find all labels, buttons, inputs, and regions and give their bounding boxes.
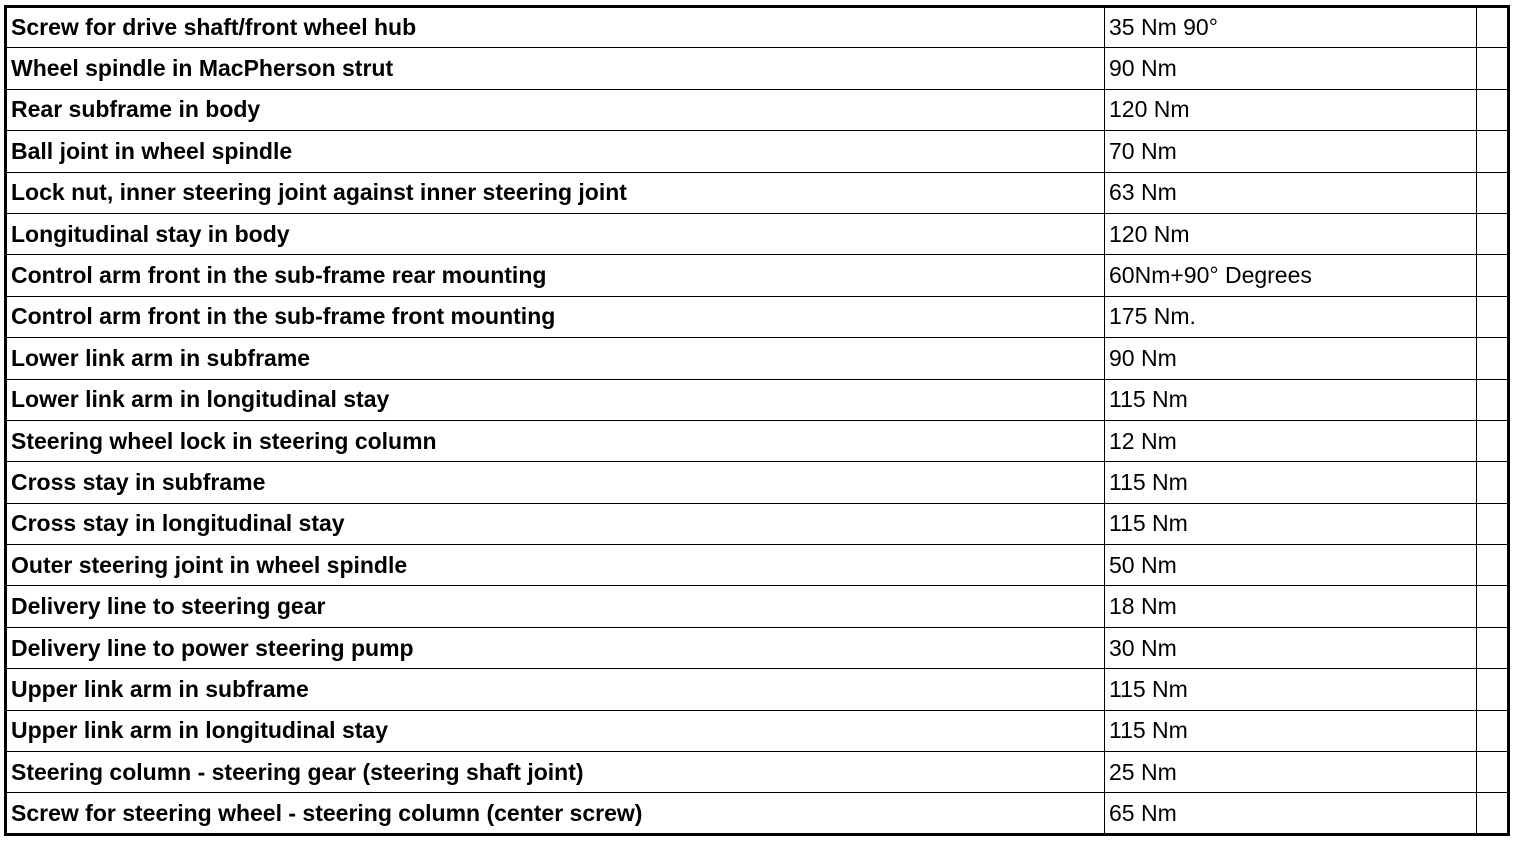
empty-cell	[1477, 793, 1509, 834]
torque-table-body	[6, 7, 1509, 835]
part-description-cell: Wheel spindle in MacPherson strut	[6, 48, 1105, 89]
empty-cell	[1477, 752, 1509, 793]
table-row	[6, 545, 1509, 586]
torque-value-cell: 63 Nm	[1105, 172, 1477, 213]
empty-cell	[1477, 7, 1509, 48]
torque-value-cell: 90 Nm	[1105, 338, 1477, 379]
table-row	[6, 627, 1509, 668]
part-description-cell: Steering column - steering gear (steering shaft joint)	[6, 752, 1105, 793]
table-row	[6, 752, 1509, 793]
part-description-cell: Cross stay in subframe	[6, 462, 1105, 503]
empty-cell	[1477, 545, 1509, 586]
table-row	[6, 48, 1509, 89]
torque-value-cell: 120 Nm	[1105, 213, 1477, 254]
table-row	[6, 213, 1509, 254]
empty-cell	[1477, 131, 1509, 172]
torque-specification-table	[4, 5, 1510, 836]
part-description-cell: Lock nut, inner steering joint against inner steering joint	[6, 172, 1105, 213]
table-row	[6, 710, 1509, 751]
part-description-cell: Ball joint in wheel spindle	[6, 131, 1105, 172]
table-row	[6, 462, 1509, 503]
table-row	[6, 503, 1509, 544]
part-description-cell: Cross stay in longitudinal stay	[6, 503, 1105, 544]
empty-cell	[1477, 669, 1509, 710]
torque-value-cell: 12 Nm	[1105, 420, 1477, 461]
empty-cell	[1477, 710, 1509, 751]
empty-cell	[1477, 379, 1509, 420]
table-row	[6, 420, 1509, 461]
empty-cell	[1477, 213, 1509, 254]
empty-cell	[1477, 255, 1509, 296]
empty-cell	[1477, 420, 1509, 461]
part-description-cell: Outer steering joint in wheel spindle	[6, 545, 1105, 586]
torque-value-cell: 60Nm+90° Degrees	[1105, 255, 1477, 296]
torque-value-cell: 90 Nm	[1105, 48, 1477, 89]
table-row	[6, 379, 1509, 420]
table-row	[6, 131, 1509, 172]
part-description-cell: Delivery line to power steering pump	[6, 627, 1105, 668]
torque-value-cell: 115 Nm	[1105, 503, 1477, 544]
part-description-cell: Upper link arm in subframe	[6, 669, 1105, 710]
empty-cell	[1477, 338, 1509, 379]
empty-cell	[1477, 48, 1509, 89]
empty-cell	[1477, 89, 1509, 130]
torque-value-cell: 30 Nm	[1105, 627, 1477, 668]
torque-value-cell: 120 Nm	[1105, 89, 1477, 130]
part-description-cell: Longitudinal stay in body	[6, 213, 1105, 254]
table-row	[6, 296, 1509, 337]
empty-cell	[1477, 296, 1509, 337]
torque-value-cell: 65 Nm	[1105, 793, 1477, 834]
torque-value-cell: 35 Nm 90°	[1105, 7, 1477, 48]
empty-cell	[1477, 586, 1509, 627]
torque-value-cell: 115 Nm	[1105, 710, 1477, 751]
part-description-cell: Steering wheel lock in steering column	[6, 420, 1105, 461]
torque-value-cell: 115 Nm	[1105, 462, 1477, 503]
table-row	[6, 793, 1509, 834]
part-description-cell: Control arm front in the sub-frame rear mounting	[6, 255, 1105, 296]
table-row	[6, 7, 1509, 48]
torque-value-cell: 70 Nm	[1105, 131, 1477, 172]
torque-value-cell: 115 Nm	[1105, 379, 1477, 420]
part-description-cell: Lower link arm in subframe	[6, 338, 1105, 379]
part-description-cell: Delivery line to steering gear	[6, 586, 1105, 627]
part-description-cell: Screw for drive shaft/front wheel hub	[6, 7, 1105, 48]
table-row	[6, 669, 1509, 710]
empty-cell	[1477, 462, 1509, 503]
part-description-cell: Rear subframe in body	[6, 89, 1105, 130]
torque-value-cell: 175 Nm.	[1105, 296, 1477, 337]
empty-cell	[1477, 503, 1509, 544]
part-description-cell: Screw for steering wheel - steering column (center screw)	[6, 793, 1105, 834]
torque-value-cell: 50 Nm	[1105, 545, 1477, 586]
empty-cell	[1477, 172, 1509, 213]
part-description-cell: Lower link arm in longitudinal stay	[6, 379, 1105, 420]
table-row	[6, 338, 1509, 379]
torque-value-cell: 25 Nm	[1105, 752, 1477, 793]
part-description-cell: Control arm front in the sub-frame front mounting	[6, 296, 1105, 337]
torque-value-cell: 18 Nm	[1105, 586, 1477, 627]
torque-value-cell: 115 Nm	[1105, 669, 1477, 710]
empty-cell	[1477, 627, 1509, 668]
table-row	[6, 172, 1509, 213]
table-row	[6, 255, 1509, 296]
part-description-cell: Upper link arm in longitudinal stay	[6, 710, 1105, 751]
table-row	[6, 89, 1509, 130]
table-row	[6, 586, 1509, 627]
